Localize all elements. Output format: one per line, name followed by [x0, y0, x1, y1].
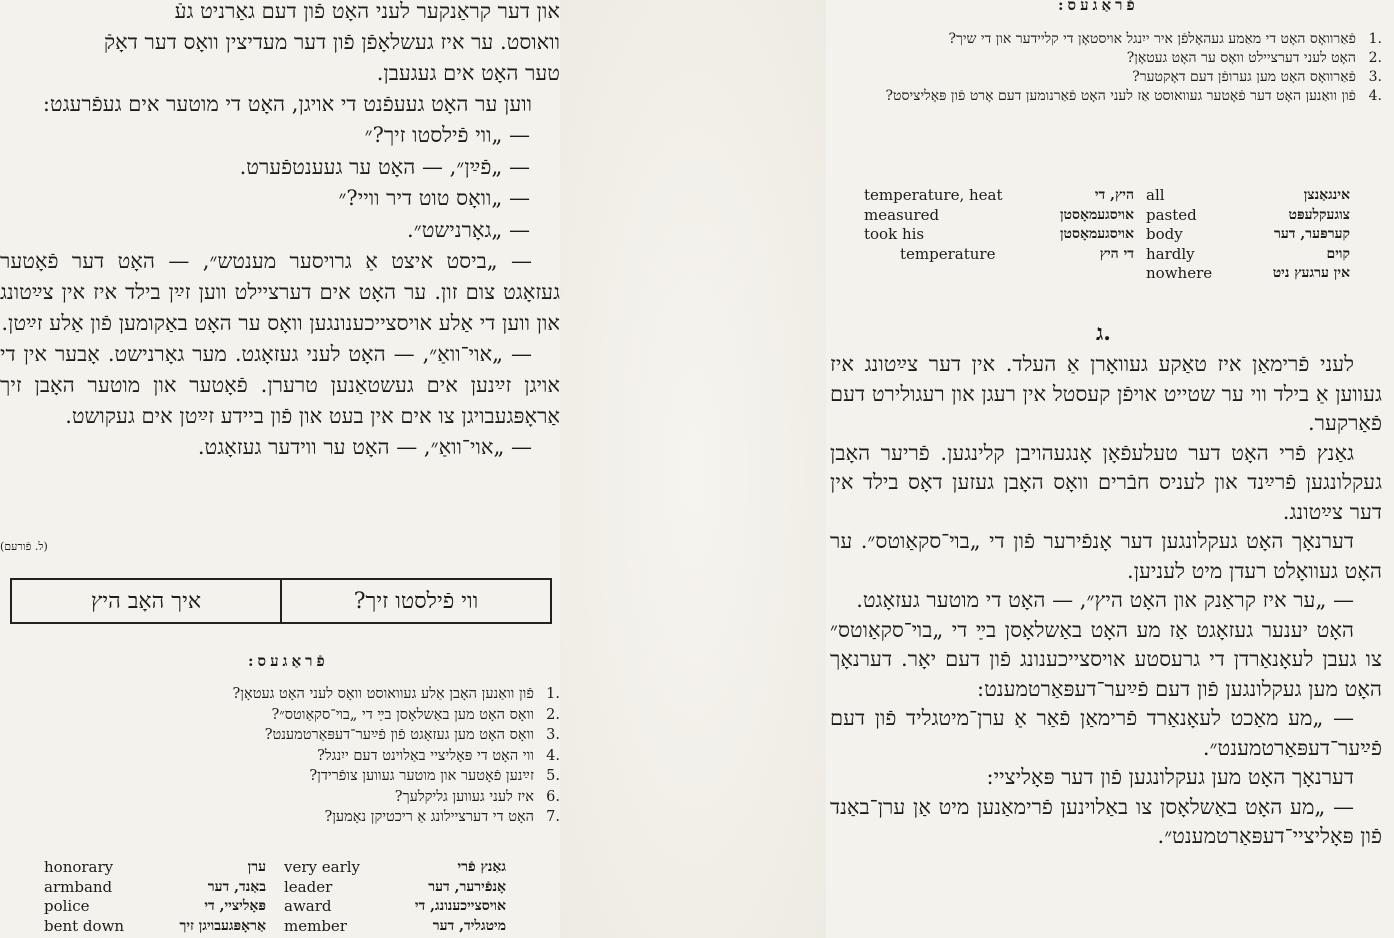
phrase-box: [10, 578, 552, 624]
vocab-yiddish: אויסגעמאָסטן: [1059, 206, 1134, 223]
story-paragraph: — „מע מאַכט לעאָנאַרד פֿרימאַן פֿאַר אַ ערן־מיטגליד פֿון דעם פֿײַער־דעפּאַרטמענט״.: [830, 706, 1382, 760]
vocab-row: [864, 225, 1350, 245]
vocab-english: took his: [864, 225, 925, 243]
vocab-yiddish: אַראָפּגעבויגן זיך: [179, 917, 266, 934]
vocab-english: armband: [44, 877, 113, 896]
vocab-row: [864, 264, 1350, 284]
phrase-box-cell-left: איך האָב היץ: [12, 580, 282, 622]
question-text: ווי האָט די פּאָליציי באַלוינט דעם ייִנגל?: [317, 747, 534, 764]
vocab-english: member: [284, 916, 347, 935]
question-text: האָט די דערציילונג אַ ריכטיקן נאָמען?: [324, 809, 534, 825]
vocab-english: body: [1146, 225, 1183, 243]
vocab-english: nowhere: [1146, 264, 1213, 282]
vocab-yiddish: קוים: [1326, 245, 1350, 262]
story-paragraph: — „אוי־וואַ״, — האָט ער ווידער געזאָגט.: [197, 435, 532, 459]
vocab-yiddish: גאַנץ פֿרי: [457, 859, 506, 875]
vocab-english: leader: [284, 877, 333, 896]
vocab-english: temperature, heat: [864, 186, 1003, 204]
question-number: 5.: [546, 768, 560, 784]
author-signature: (ל. פֿורעם): [0, 540, 48, 553]
question-item: [150, 705, 560, 726]
vocab-row: [864, 245, 1350, 265]
story-line: וואוסט. ער איז געשלאָפֿן פֿון דער מעדיצין וואָס דער דאָקֿ: [103, 30, 560, 54]
vocabulary-table: [44, 858, 506, 936]
question-item: [150, 787, 560, 808]
vocab-english: police: [44, 897, 90, 915]
vocab-english: honorary: [44, 858, 114, 876]
vocab-yiddish: מיטגליד, דער: [432, 917, 506, 934]
vocab-yiddish: אין ערגעץ ניט: [1272, 265, 1350, 281]
questions-list: [830, 30, 1382, 106]
dialog-line: — „ווי פֿילסטו זיך?״: [364, 123, 530, 147]
vocab-yiddish: צוגעקלעפּט: [1288, 206, 1350, 223]
vocab-yiddish: [1014, 264, 1134, 284]
question-number: 2.: [546, 706, 560, 723]
vocab-row: [44, 897, 506, 917]
question-number: 4.: [1368, 88, 1382, 104]
question-number: 3.: [1368, 69, 1382, 85]
vocab-english: pasted: [1146, 205, 1197, 224]
story-paragraph: — „ביסט איצט אַ גרויסער מענטש״, — האָט דער פֿאָטער געזאָגט צום זון. ער האָט אים דערציילט ווען זײַן בילד איז אין צײַטונג און ווען די אַלע אויסצייכענונגען וואָס ער האָט באַקומען פֿון אַלע זײַטן.: [0, 249, 560, 335]
left-page: [0, 0, 560, 938]
page-gutter: [560, 0, 826, 938]
question-number: 1.: [1368, 31, 1382, 47]
vocab-row: [864, 186, 1350, 206]
question-item: [150, 807, 560, 828]
story-paragraph: — „ער איז קראַנק און האָט היץ״, — האָט די מוטער געזאָגט.: [856, 588, 1354, 612]
vocab-row: [44, 858, 506, 878]
vocab-english: [864, 264, 1014, 284]
question-number: 1.: [546, 686, 560, 702]
vocab-yiddish: אויסצייכענונג, די: [414, 898, 506, 914]
vocab-english: temperature: [900, 244, 996, 263]
vocab-yiddish: באַנד, דער: [207, 878, 266, 895]
story-line: און דער קראַנקער לעני האָט פֿון דעם גאַרניט געֿ: [174, 0, 560, 23]
story-section: [830, 350, 1382, 852]
question-number: 7.: [546, 809, 560, 825]
question-text: פֿאַרוואָס האָט מען גערופֿן דעם דאָקטער?: [1132, 69, 1356, 85]
question-item: [150, 684, 560, 705]
story-paragraph: — „מע האָט באַשלאָסן צו באַלוינען פֿרימאַנען מיט אַן ערן־באַנד פֿון פּאָליציי־דעפּאַרטמענט״.: [830, 794, 1382, 848]
vocab-row: [864, 206, 1350, 226]
question-text: האָט לעני דערציילט וואָס ער האָט געטאָן?: [1126, 50, 1356, 66]
dialog-line: — „וואָס טוט דיר וויי?״: [338, 186, 530, 210]
question-item: [150, 766, 560, 787]
vocab-row: [44, 917, 506, 937]
vocab-english: bent down: [44, 916, 125, 935]
question-text: פֿון וואַנען האָבן אַלע געוואוסט וואָס לעני האָט געטאָן?: [232, 686, 534, 702]
question-number: 3.: [546, 727, 560, 743]
question-text: זײַנען פֿאָטער און מוטער געווען צופֿרידן?: [309, 768, 534, 784]
questions-list: [150, 684, 560, 828]
vocab-yiddish: היץ, די: [1094, 187, 1134, 203]
question-number: 2.: [1368, 50, 1382, 66]
story-paragraph: האָט יענער געזאָגט אַז מע האָט באַשלאָסן בײַ די „בױ־סקאַוטס״ צו געבן לעאָנאַרדן די גרעסטע אויסצייכענונג פֿון דעם יאָר. דערנאָך האָט מען געקלונגען פֿון דעם פֿײַער־דעפּאַרטמענט:: [830, 617, 1382, 701]
section-number: ג.: [1096, 320, 1111, 346]
vocab-english: hardly: [1146, 244, 1195, 263]
question-item: [830, 30, 1382, 49]
question-text: איז לעני געווען גליקלעך?: [394, 788, 534, 805]
right-page: [826, 0, 1394, 938]
story-continuation: [0, 0, 560, 463]
vocab-yiddish: קערפּער, דער: [1274, 226, 1350, 242]
question-text: וואָס האָט מען באַשלאָסן בײַ די „בױ־סקאַוטס״?: [271, 706, 534, 723]
vocab-row: [44, 878, 506, 898]
question-text: פֿאַרוואָס האָט די מאַמע געהאָלפֿן איר ייִנגל אויסטאָן די קליידער און די שיך?: [948, 31, 1356, 47]
question-item: [830, 87, 1382, 106]
question-item: [830, 68, 1382, 87]
question-text: פֿון וואַנען האָט דער פֿאָטער געוואוסט אַז לעני האָט פֿאַרנומען דעם אָרט פֿון פּאָליציסט?: [885, 88, 1356, 104]
vocabulary-table: [864, 186, 1350, 284]
story-paragraph: ווען ער האָט געעפֿנט די אויגן, האָט די מוטער אים געפֿרעגט:: [42, 92, 532, 116]
vocab-yiddish: אינגאַנצן: [1303, 187, 1350, 203]
questions-title: פֿראַגעס:: [248, 652, 329, 670]
questions-title: פֿראַגעס:: [1058, 0, 1139, 14]
vocab-english: very early: [284, 858, 361, 876]
phrase-box-cell-right: ווי פֿילסטו זיך?: [353, 589, 479, 614]
vocab-yiddish: ערן: [247, 859, 266, 875]
vocab-yiddish: אָנפֿירער, דער: [428, 878, 506, 895]
vocab-english: award: [284, 897, 332, 915]
question-item: [830, 49, 1382, 68]
vocab-yiddish: פּאָליציי, די: [204, 898, 266, 914]
vocab-english: all: [1146, 186, 1165, 204]
vocab-yiddish: אויסגעמאָסטן: [1059, 226, 1134, 242]
question-text: וואָס האָט מען געזאָגט פֿון פֿײַער־דעפּאַרטמענט?: [264, 727, 534, 743]
story-line: טער האָט אים געגעבן.: [376, 61, 560, 85]
question-item: [150, 725, 560, 746]
question-item: [150, 746, 560, 767]
story-paragraph: דערנאָך האָט מען געקלונגען פֿון דער פּאָליציי:: [986, 765, 1354, 789]
vocab-english: measured: [864, 205, 940, 224]
story-paragraph: לעני פֿרימאַן איז טאַקע געוואָרן אַ העלד. אין דער צײַטונג איז געווען אַ בילד ווי ער שטייט אויפֿן קעסטל אין רעגן און רעגולירט דעם פֿאַרקער.: [830, 352, 1382, 435]
vocab-yiddish: די היץ: [1099, 245, 1134, 262]
story-paragraph: גאַנץ פֿרי האָט דער טעלעפֿאָן אָנגעהויבן קלינגען. פֿריער האָבן געקלונגען פֿרײַנד און לעניס חבֿרים וואָס האָבן געזען דאָס בילד אין דער צײַטונג.: [830, 440, 1382, 524]
dialog-line: — „פֿײַן״, — האָט ער געענטפֿערט.: [239, 154, 530, 179]
story-paragraph: דערנאָך האָט געקלונגען דער אָנפֿירער פֿון די „בױ־סקאַוטס״. ער האָט געוואָלט רעדן מיט לעניען.: [830, 529, 1382, 583]
question-number: 4.: [546, 747, 560, 764]
dialog-line: — „גאָרנישט״.: [407, 217, 530, 242]
story-paragraph: — „אוי־וואַ״, — האָט לעני געזאָגט. מער גאָרנישט. אָבער אין די אויגן זײַנען אים געשטאַנען טרערן. פֿאָטער און מוטער האָבן זיך אַראָפּגעבויגן צו אים אין בעט און פֿון ביידע זײַטן אים געקושט.: [0, 342, 560, 428]
question-number: 6.: [546, 788, 560, 805]
